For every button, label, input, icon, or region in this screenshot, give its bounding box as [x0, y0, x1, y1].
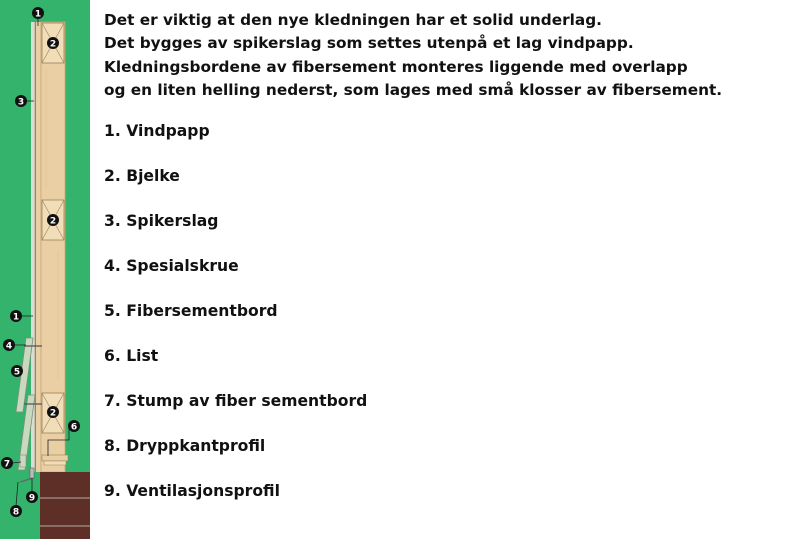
brick-foundation [40, 472, 90, 539]
svg-text:1: 1 [12, 312, 20, 323]
svg-text:4: 4 [5, 341, 13, 352]
wall-section-diagram [0, 0, 90, 539]
svg-text:2: 2 [49, 216, 57, 227]
ventilation-profile [30, 468, 34, 478]
batten-strip-lower [44, 461, 66, 465]
fiber-cement-stub [20, 455, 26, 467]
legend-item-fibersementbord: 5. Fibersementbord [104, 302, 278, 320]
legend-item-vindpapp: 1. Vindpapp [104, 122, 210, 140]
intro-line: Kledningsbordene av fibersement monteres liggende med overlapp [104, 57, 688, 76]
legend-item-list: 6. List [104, 347, 159, 365]
svg-text:2: 2 [49, 39, 57, 50]
svg-text:2: 2 [49, 408, 57, 419]
svg-text:8: 8 [12, 507, 20, 518]
intro-paragraph [104, 9, 804, 102]
batten-strip [42, 455, 68, 461]
legend-item-spesialskrue: 4. Spesialskrue [104, 257, 239, 275]
legend-item-dryppkantprofil: 8. Dryppkantprofil [104, 437, 266, 455]
legend-item-spikerslag: 3. Spikerslag [104, 212, 219, 230]
legend-item-bjelke: 2. Bjelke [104, 167, 180, 185]
legend-item-ventilasjonsprofil: 9. Ventilasjonsprofil [104, 482, 280, 500]
svg-text:5: 5 [13, 367, 21, 378]
svg-text:9: 9 [28, 493, 36, 504]
svg-text:1: 1 [34, 9, 42, 20]
intro-line: og en liten helling nederst, som lages med små klosser av fibersement. [104, 80, 723, 99]
svg-text:7: 7 [3, 459, 11, 470]
legend-list [104, 116, 367, 521]
svg-text:3: 3 [17, 97, 25, 108]
intro-line: Det bygges av spikerslag som settes utenpå et lag vindpapp. [104, 34, 634, 53]
legend-item-stump: 7. Stump av fiber sementbord [104, 392, 368, 410]
intro-line: Det er viktig at den nye kledningen har et solid underlag. [104, 11, 602, 29]
svg-text:6: 6 [70, 422, 78, 433]
